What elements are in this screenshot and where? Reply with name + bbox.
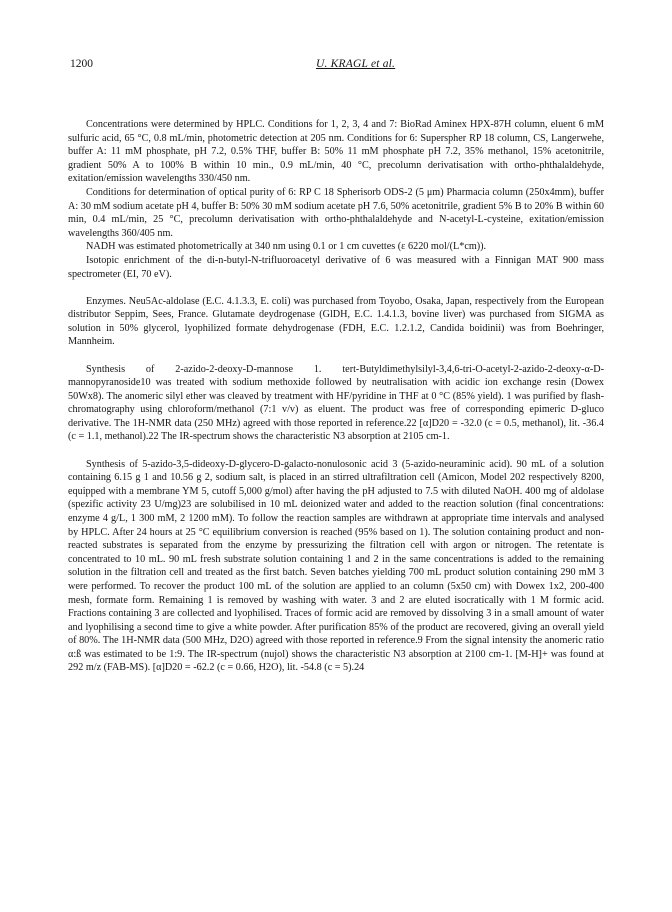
paragraph-synthesis-azido-neuraminic-acid: Synthesis of 5-azido-3,5-dideoxy-D-glycero-D-galacto-nonulosonic acid 3 (5-azido-neuraminic acid). 90 mL of a solution containing 6.15 g 1 and 10.56 g 2, sodium salt, is placed in an stirred ultrafiltration cell (Amicon, Model 202 respectively 8200, equipped with a membrane YM 5, cutoff 5,000 g/mol) after having the pH adjusted to 7.5 with diluted NaOH. 400 mg of aldolase (spezific activity 23 U/mg)23 are solubilised in 10 mL deionized water and added to the reaction solution (final concentrations: enzyme 4 g/L, 1 300 mM, 2 1200 mM). To follow the reaction samples are withdrawn at appropriate time intervals and analysed by HPLC. After 24 hours at 25 °C equilibrium conversion is reached (95% based on 1). The solution containing product and non-reacted substrates is separated from the enzyme by pressurizing the filtration cell with argon or nitrogen. The retentate is concentrated to 10 mL. 90 mL fresh substrate solution containing 1 and 2 in the same concentrations is added to the remaining solution in the filtration cell and treated as the first batch. Seven batches yielding 700 mL product solution containing 290 mM 3 were performed. To recover the product 100 mL of the solution are applied to an column (5x50 cm) with Dowex 1x2, 200-400 mesh, formate form. Remaining 1 is removed by washing with water. 3 and 2 are eluted isocratically with 1 M formic acid. Fractions containing 3 are collected and lyophilised. Traces of formic acid are removed by dissolving 3 in a small amount of water and lyophilising a second time to give a white powder. After purification 85% of the product are recovered, giving an overall yield of 80%. The 1H-NMR data (500 MHz, D2O) agreed with those reported in reference.9 From the signal intensity the anomeric ratio α:ß was estimated to be 1:9. The IR-spectrum (nujol) shows the characteristic N3 absorption at 2100 cm-1. [M-H]+ was found at 292 m/z (FAB-MS). [α]D20 = -62.2 (c = 0.66, H2O), lit. -54.8 (c = 5).24: [68, 458, 604, 674]
page-number: 1200: [70, 58, 93, 70]
paragraph-nadh: NADH was estimated photometrically at 340 nm using 0.1 or 1 cm cuvettes (ε 6220 mol/(L*cm)).: [86, 241, 487, 253]
running-head: U. KRAGL et al.: [316, 58, 396, 70]
paragraph-isotopic-enrichment: Isotopic enrichment of the di-n-butyl-N-trifluoroacetyl derivative of 6 was measured with a Finnigan MAT 900 mass spectrometer (EI, 70 eV).: [68, 254, 604, 280]
paragraph-hplc-conditions: Concentrations were determined by HPLC. Conditions for 1, 2, 3, 4 and 7: BioRad Aminex HPX-87H column, eluent 6 mM sulfuric acid, 65 °C, 0.8 mL/min, photometric detection at 205 nm. Conditions for 6: Superspher RP 18 column, CS, Langerwehe, buffer A: 11 mM phosphate, pH 7.2, 0.5% THF, buffer B: 50% 11 mM phosphate pH 7.2, 35% methanol, 15% acetonitrile, gradient 50% A to 100% B within 10 min., 0.9 mL/min, 40 °C, precolumn derivatisation with ortho-phthalaldehyde, exitation/emission wavelengths 330/450 nm.: [68, 119, 604, 185]
body-text: [68, 118, 604, 675]
paragraph-synthesis-azido-mannose: Synthesis of 2-azido-2-deoxy-D-mannose 1. tert-Butyldimethylsilyl-3,4,6-tri-O-acetyl-2-azido-2-deoxy-α-D-mannopyranoside10 was treated with sodium methoxide followed by neutralisation with acidic ion exchange resin (Dowex 50Wx8). The anomeric silyl ether was cleaved by treatment with HF/pyridine in THF at 0 °C (85% yield). 1 was purified by flash-chromatography using chloroform/methanol (7:1 v/v) as eluent. The product was free of corresponding epimeric D-gluco derivative. The 1H-NMR data (250 MHz) agreed with those reported in reference.22 [α]D20 = -32.0 (c = 0.5, methanol), lit. -36.4 (c = 1.1, methanol).22 The IR-spectrum shows the characteristic N3 absorption at 2105 cm-1.: [68, 363, 604, 443]
paragraph-enzymes: Enzymes. Neu5Ac-aldolase (E.C. 4.1.3.3, E. coli) was purchased from Toyobo, Osaka, Japan, respectively from the European distributor Seppim, Sees, France. Glutamate deydrogenase (GlDH, E.C. 1.4.1.3, bovine liver) was purchased from SIGMA as solution in 50% glycerol, lyophilized formate dehydrogenase (FDH, E.C. 1.2.1.2, Candida boidinii) was from Boehringer, Mannheim.: [68, 295, 604, 348]
paragraph-optical-purity: Conditions for determination of optical purity of 6: RP C 18 Spherisorb ODS-2 (5 μm) Pharmacia column (250x4mm), buffer A: 30 mM sodium acetate pH 4, buffer B: 50% 30 mM sodium acetate pH 7.6, 50% acetonitrile, gradient 5% B to 20% B within 60 min, 0.4 mL/min, 25 °C, precolumn derivatisation with ortho-phthalaldehyde and N-acetyl-L-cysteine, exitation/emission wavelengths 360/405 nm.: [68, 186, 604, 239]
page-header: [70, 58, 570, 76]
